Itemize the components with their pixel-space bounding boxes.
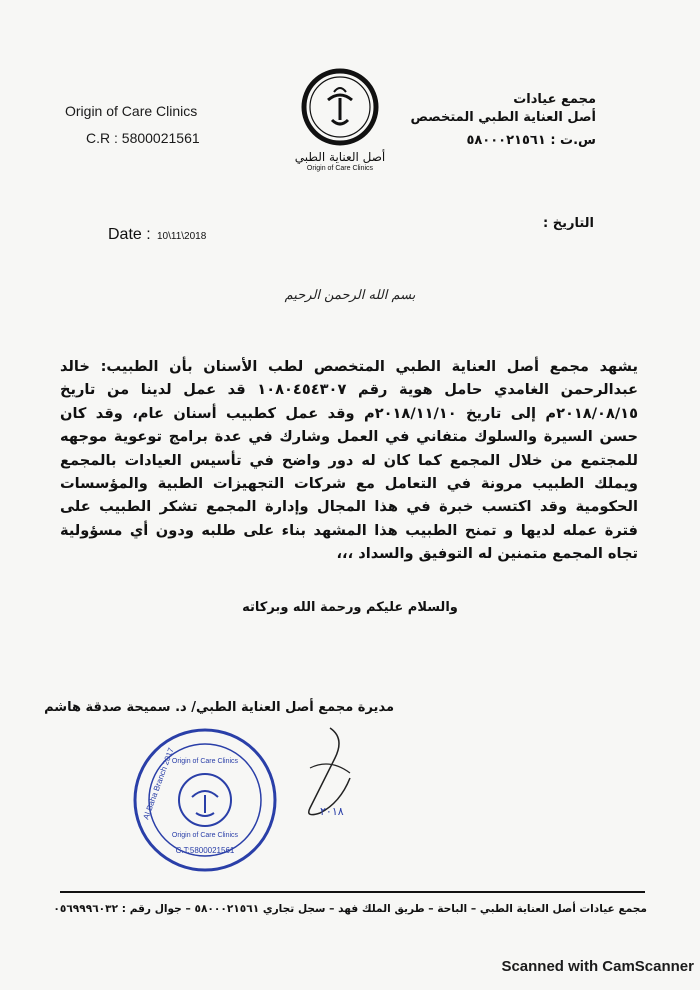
logo-emblem-icon <box>290 62 390 152</box>
stamp-top-text: Origin of Care Clinics <box>171 758 239 765</box>
cr-number-ar: س.ت : ٥٨٠٠٠٢١٥٦١ <box>466 133 596 148</box>
stamp-seal-icon <box>130 725 280 875</box>
date-value: 10\11\2018 <box>157 231 207 242</box>
stamp-date-mark: ٢٠١٨ <box>320 805 344 818</box>
handwritten-signature <box>290 718 370 838</box>
stamp-center-text: Origin of Care Clinics <box>171 832 239 839</box>
date-label: Date : <box>108 226 151 243</box>
signatory-title: مديرة مجمع أصل العناية الطبي/ د. سميحة صدقة هاشم <box>44 700 394 715</box>
certificate-body: يشهد مجمع أصل العناية الطبي المتخصص لطب الأسنان بأن الطبيب: خالد عبدالرحمن الغامدي حامل هوية رقم ١٠٨٠٤٥٤٣٠٧ قد عمل لدينا من تاريخ ٢٠١٨/٠٨/١٥م إلى تاريخ ٢٠١٨/١١/١٠م وقد عمل كطبيب أسنان عام، وقد كان حسن السيرة والسلوك متفاني في العمل وشارك في عدة برامج توعوية موجهه للمجتمع من خلال المجمع كما كان له دور واضح في تأسيس العيادات بالمجمع ويملك الطبيب مرونة في التعامل مع شركات التجهيزات الطبية والمؤسسات الحكومية وقد اكتسب خبرة في هذا المجال وإدارة المجمع تشكر الطبيب على فترة عمله لديها و تمنح الطبيب هذا المشهد بناء على طلبه ودون أي مسؤولية تجاه المجمع متمنين له التوفيق والسداد ،،، <box>60 358 638 563</box>
clinic-name-ar-line1: مجمع عيادات <box>513 92 596 107</box>
basmala: بسم الله الرحمن الرحيم <box>284 288 416 303</box>
clinic-name-ar-line2: أصل العناية الطبي المتخصص <box>410 110 596 125</box>
stamp-ct: C.T:5800021561 <box>175 846 235 855</box>
footer-address: مجمع عيادات أصل العناية الطبي – الباحة – طريق الملك فهد – سجل تجاري ٥٨٠٠٠٢١٥٦١ – جوال رقم : ٠٥٦٩٩٩٦٠٣٢ <box>53 903 647 915</box>
camscanner-watermark: Scanned with CamScanner <box>501 958 694 975</box>
clinic-name-en: Origin of Care Clinics <box>65 103 198 119</box>
stamp-branch: Al Baha Branch 2017 <box>141 746 176 821</box>
date-label-ar: التاريخ : <box>543 216 594 231</box>
logo-name-ar: أصل العناية الطبي <box>294 150 386 164</box>
closing-greeting: والسلام عليكم ورحمة الله وبركاته <box>242 600 458 615</box>
logo-name-en: Origin of Care Clinics <box>306 165 374 172</box>
official-stamp <box>130 725 280 875</box>
footer-divider <box>60 891 645 893</box>
cr-number: C.R : 5800021561 <box>86 130 200 146</box>
